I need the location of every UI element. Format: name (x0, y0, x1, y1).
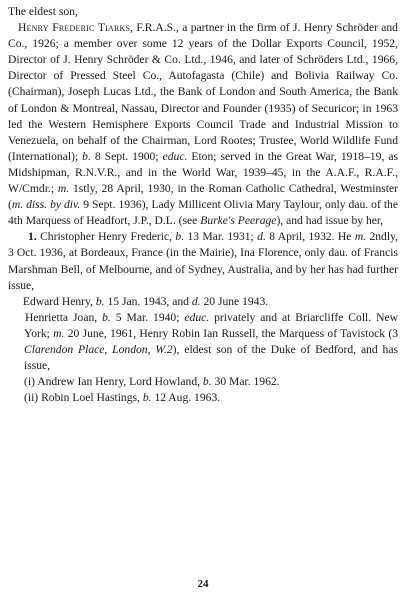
educ-text: Eton; served in the Great War, 1918–19, as Midshipman, R.N.V.R., and in the World War, 1939–45, in the A.A.F., R.A.F., W/Cmdr.; (8, 149, 399, 196)
educ-label: educ. (162, 149, 188, 163)
dissolved-label: m. diss. by div. (11, 198, 81, 212)
grandchild-text: 12 Aug. 1963. (151, 391, 221, 405)
educ-label: educ. (184, 310, 210, 324)
grandchild-number: (ii) (24, 391, 39, 405)
child-text: Henrietta Joan, (20, 310, 103, 324)
married-label: m. (57, 182, 70, 196)
main-entry (8, 20, 398, 229)
child-number: 1. (28, 230, 37, 244)
child-text: 20 June, 1961, Henry Robin Ian Russell, the Marquess of Tavistock (3 (64, 326, 398, 340)
child-text: 15 Jan. 1943, and (104, 294, 192, 308)
grandchild-text: 30 Mar. 1962. (211, 375, 280, 389)
married-text: 1stly, 28 April, 1930, in the Roman Catholic Cathedral, Westminster ( (8, 182, 398, 212)
born-label: b. (175, 230, 185, 244)
entry-name: Henry Frederic Tiarks (18, 21, 131, 35)
intro-line (8, 4, 398, 20)
grandchild-item-2 (8, 390, 398, 406)
child-item-1 (8, 229, 398, 293)
child-text: Edward Henry, (20, 294, 96, 308)
page-number: 24 (197, 578, 209, 590)
child-text: privately and at Briarcliffe Coll. New York; (24, 310, 398, 340)
married-label: m. (354, 230, 367, 244)
dissolved-text: 9 Sept. 1936), Lady Millicent Olivia Mary Taylour, only dau. of the 4th Marquess of Headfort, J.P., D.L. (see (8, 198, 398, 228)
married-label: m. (53, 326, 65, 340)
child-text: 8 April, 1932. He (265, 230, 355, 244)
child-text: 13 Mar. 1931; (184, 230, 258, 244)
born-label: b. (95, 294, 105, 308)
grandchild-item-1 (8, 374, 398, 390)
child-text: ), eldest son of the Duke of Bedford, and has issue, (24, 342, 399, 373)
grandchild-number: (i) (24, 375, 35, 389)
entry-title-rest: , F.R.A.S., a partner in the firm of J. Henry Schröder and Co., 1926; a member over some 12 years of the Dollar Exports Council, 1952, Director of J. Henry Schröder & Co. Ltd., 1946, and later of Schröders Ltd., 1966, Director of Pressed Steel Co., Autofagasta (Chile) and Bolivia Railway Co. (Chairman), Joseph Lucas Ltd., the Bank of London and South America, the Bank of London & Montreal, Nassau, Director and Founder (1935) of Securicor; in 1963 led the Western Hemisphere Exports Council Trade and Industrial Mission to Venezuela, on behalf of the Chairman, Lord Rootes; Trustee, World Wildlife Fund (International); (8, 21, 398, 163)
died-label: d. (257, 230, 266, 244)
born-label: b. (202, 375, 212, 389)
born-label: b. (102, 310, 111, 324)
entry-tail: ), and had issue by her, (276, 214, 384, 228)
died-label: d. (191, 294, 201, 308)
child-number (8, 294, 20, 310)
child-number (8, 310, 20, 326)
address-text: Clarendon Place, London, W.2 (24, 342, 173, 356)
born-text: 8 Sept. 1900; (90, 149, 163, 163)
child-text: 2ndly, 3 Oct. 1936, at Bordeaux, France (in the Mairie), Ina Florence, only dau. of Francis Marshman Bell, of Melbourne, and of Sydney, Australia, and by her has had further issue, (8, 230, 399, 292)
child-item-2 (8, 294, 398, 310)
child-text: 5 Mar. 1940; (110, 310, 185, 324)
intro-text: The eldest son, (8, 5, 78, 18)
peerage-reference: Burke's Peerage (200, 214, 277, 228)
born-label: b. (142, 391, 152, 405)
child-text: 20 June 1943. (200, 294, 269, 308)
child-text: Christopher Henry Frederic, (36, 230, 176, 244)
child-item-3 (8, 310, 398, 374)
grandchild-text: Robin Loel Hastings, (38, 391, 143, 405)
born-label: b. (82, 149, 91, 163)
grandchild-text: Andrew Ian Henry, Lord Howland, (34, 375, 203, 389)
